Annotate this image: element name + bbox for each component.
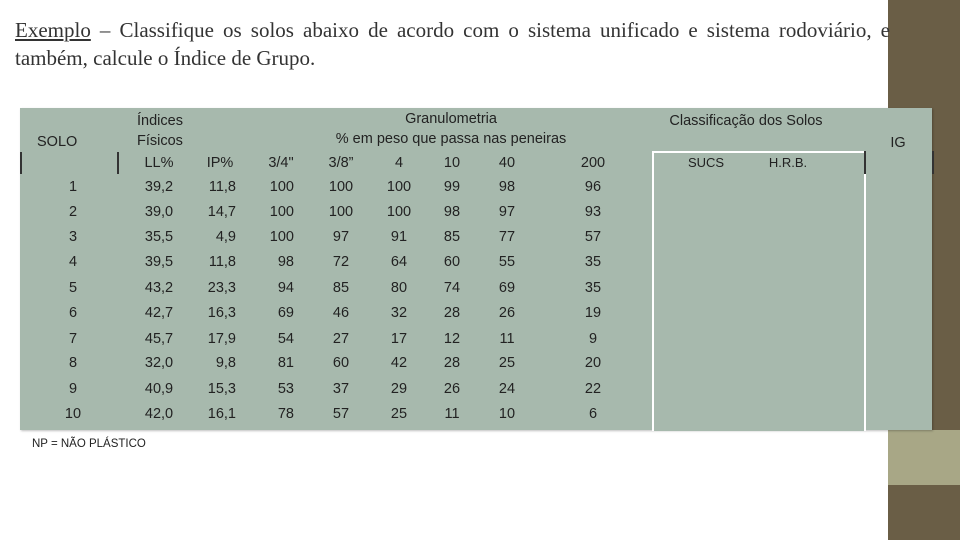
cell-p38: 100 (328, 179, 354, 195)
cell-p38: 100 (328, 204, 354, 220)
cell-p200: 22 (584, 381, 602, 397)
cell-p200: 35 (584, 254, 602, 270)
cell-solo: 4 (68, 254, 78, 270)
cell-p200: 35 (584, 280, 602, 296)
cell-p200: 96 (584, 179, 602, 195)
cell-solo: 1 (68, 179, 78, 195)
cell-ip: 16,3 (207, 305, 236, 321)
cell-p34: 94 (277, 280, 294, 296)
cell-ip: 23,3 (207, 280, 236, 296)
cell-p40: 24 (498, 381, 516, 397)
solo-header-cell (20, 152, 119, 174)
cell-p200: 9 (588, 331, 598, 347)
cell-ll: 39,0 (144, 204, 174, 220)
cell-ll: 45,7 (144, 331, 174, 347)
cell-p10: 26 (443, 381, 461, 397)
cell-p40: 77 (498, 229, 516, 245)
classification-area (652, 151, 866, 431)
cell-p38: 57 (332, 406, 350, 422)
cell-ll: 43,2 (144, 280, 174, 296)
cell-p4: 29 (390, 381, 408, 397)
cell-p38: 46 (332, 305, 350, 321)
cell-p200: 57 (584, 229, 602, 245)
cell-p40: 26 (498, 305, 516, 321)
cell-solo: 3 (68, 229, 78, 245)
cell-solo: 10 (64, 406, 82, 422)
cell-p4: 100 (386, 204, 412, 220)
col-10: 10 (443, 155, 461, 171)
cell-p200: 20 (584, 355, 602, 371)
cell-p10: 98 (443, 204, 461, 220)
cell-p200: 19 (584, 305, 602, 321)
col-ll: LL% (144, 155, 174, 171)
cell-p38: 37 (332, 381, 350, 397)
cell-p4: 42 (390, 355, 408, 371)
cell-p34: 78 (277, 406, 294, 422)
cell-ip: 15,3 (207, 381, 236, 397)
footnote: NP = NÃO PLÁSTICO (32, 438, 146, 450)
cell-ll: 40,9 (144, 381, 174, 397)
col-34: 3/4" (268, 155, 294, 171)
cell-p4: 100 (386, 179, 412, 195)
cell-ip: 11,8 (208, 179, 236, 195)
cell-ip: 17,9 (207, 331, 236, 347)
cell-p38: 72 (332, 254, 350, 270)
cell-p4: 32 (390, 305, 408, 321)
cell-p10: 28 (443, 305, 461, 321)
cell-p38: 97 (332, 229, 350, 245)
col-4: 4 (394, 155, 404, 171)
cell-ll: 32,0 (144, 355, 174, 371)
cell-p4: 17 (390, 331, 408, 347)
cell-p40: 10 (498, 406, 516, 422)
cell-ll: 35,5 (144, 229, 174, 245)
side-band-middle (888, 430, 960, 485)
cell-p200: 6 (588, 406, 598, 422)
cell-p10: 12 (443, 331, 461, 347)
col-200: 200 (580, 155, 606, 171)
col-40: 40 (498, 155, 516, 171)
cell-p4: 91 (390, 229, 408, 245)
cell-p34: 100 (269, 179, 294, 195)
header-classificacao: Classificação dos Solos (669, 113, 823, 129)
col-38: 3/8” (328, 155, 354, 171)
cell-solo: 5 (68, 280, 78, 296)
cell-p10: 99 (443, 179, 461, 195)
cell-p40: 69 (498, 280, 516, 296)
header-solo: SOLO (37, 134, 78, 150)
cell-p4: 80 (390, 280, 408, 296)
cell-p38: 27 (332, 331, 350, 347)
cell-solo: 6 (68, 305, 78, 321)
cell-p40: 11 (499, 331, 515, 347)
cell-p10: 74 (443, 280, 461, 296)
cell-p34: 98 (277, 254, 294, 270)
cell-ip: 11,8 (208, 254, 236, 270)
cell-ip: 16,1 (207, 406, 236, 422)
cell-p10: 28 (443, 355, 461, 371)
cell-p10: 85 (443, 229, 461, 245)
cell-p4: 64 (390, 254, 408, 270)
cell-p200: 93 (584, 204, 602, 220)
cell-ll: 39,5 (144, 254, 174, 270)
cell-p34: 54 (277, 331, 294, 347)
cell-ll: 42,0 (144, 406, 174, 422)
header-fisicos: Físicos (137, 133, 183, 149)
col-hrb: H.R.B. (768, 155, 808, 170)
cell-p34: 100 (269, 204, 294, 220)
title-text: – Classifique os solos abaixo de acordo com o sistema unificado e sistema rodoviário, e também, calcule o Índice de Grupo. (15, 18, 890, 70)
slide-title (15, 16, 890, 72)
cell-solo: 8 (68, 355, 78, 371)
cell-p40: 98 (498, 179, 516, 195)
cell-p38: 85 (332, 280, 350, 296)
cell-p10: 60 (443, 254, 461, 270)
cell-p34: 81 (277, 355, 294, 371)
cell-ip: 9,8 (215, 355, 236, 371)
cell-p40: 55 (498, 254, 516, 270)
cell-p34: 53 (277, 381, 294, 397)
header-indices: Índices (137, 113, 183, 129)
cell-p38: 60 (332, 355, 350, 371)
cell-p40: 25 (498, 355, 516, 371)
header-granulometria: Granulometria (405, 111, 497, 127)
header-ig: IG (890, 135, 906, 151)
cell-p10: 11 (444, 406, 460, 422)
cell-ll: 39,2 (144, 179, 174, 195)
cell-ip: 14,7 (207, 204, 236, 220)
cell-ip: 4,9 (215, 229, 236, 245)
col-ip: IP% (206, 155, 234, 171)
cell-solo: 7 (68, 331, 78, 347)
cell-solo: 9 (68, 381, 78, 397)
header-peso-passa: % em peso que passa nas peneiras (335, 131, 567, 147)
ig-header-cell (864, 151, 934, 174)
cell-ll: 42,7 (144, 305, 174, 321)
cell-p4: 25 (390, 406, 408, 422)
col-sucs: SUCS (687, 155, 725, 170)
cell-p40: 97 (498, 204, 516, 220)
cell-solo: 2 (68, 204, 78, 220)
cell-p34: 69 (277, 305, 294, 321)
title-prefix: Exemplo (15, 18, 91, 42)
side-band-bottom (888, 485, 960, 540)
cell-p34: 100 (269, 229, 294, 245)
